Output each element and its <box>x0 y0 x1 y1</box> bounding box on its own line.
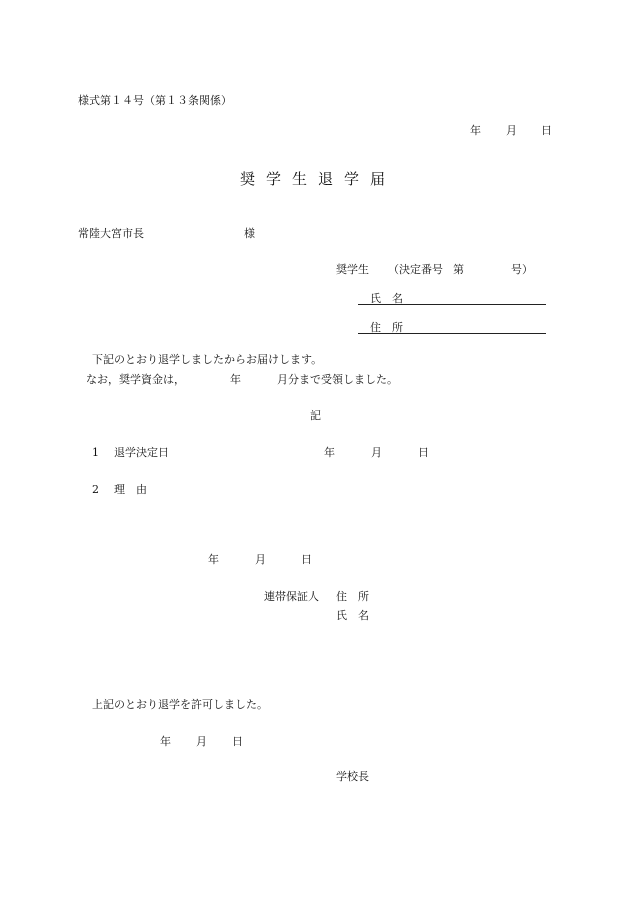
addressee-honorific: 様 <box>244 227 255 240</box>
item-1-day: 日 <box>418 446 429 459</box>
permit-date-month: 月 <box>196 735 207 748</box>
date-day-label: 日 <box>541 124 552 137</box>
body-line-2-prefix: なお，奨学資金は， <box>86 373 185 386</box>
body-line-1: 下記のとおり退学しましたからお届けします。 <box>92 353 323 366</box>
body-line-2-suffix: 月分まで受領しました。 <box>277 373 398 386</box>
item-1-label: 退学決定日 <box>114 446 169 459</box>
student-label: 奨学生 <box>336 263 369 276</box>
ki-label: 記 <box>310 409 321 422</box>
guarantor-address-label: 住 所 <box>336 590 369 603</box>
permit-text: 上記のとおり退学を許可しました。 <box>92 698 268 711</box>
document-title: 奨学生退学届 <box>240 170 397 188</box>
decision-number-prefix: （決定番号 <box>388 263 443 276</box>
guarantor-date-day: 日 <box>301 553 312 566</box>
date-year-label: 年 <box>470 124 481 137</box>
item-1-number: 1 <box>92 446 99 459</box>
decision-number-suffix: 号） <box>511 263 533 276</box>
body-line-2-year: 年 <box>230 373 241 386</box>
guarantor-name-label: 氏 名 <box>336 609 369 622</box>
principal-label: 学校長 <box>336 770 369 783</box>
student-address-underline <box>358 333 546 334</box>
item-2-label: 理 由 <box>114 483 147 496</box>
permit-date-day: 日 <box>232 735 243 748</box>
guarantor-date-month: 月 <box>255 553 266 566</box>
form-number: 様式第１４号（第１３条関係） <box>78 94 232 107</box>
item-2-number: 2 <box>92 483 99 496</box>
date-month-label: 月 <box>506 124 517 137</box>
student-address-label: 住 所 <box>370 321 403 334</box>
decision-number-mid: 第 <box>453 263 464 276</box>
item-1-year: 年 <box>324 446 335 459</box>
student-name-label: 氏 名 <box>370 292 403 305</box>
addressee-name: 常陸大宮市長 <box>78 227 144 240</box>
permit-date-year: 年 <box>160 735 171 748</box>
guarantor-label: 連帯保証人 <box>264 590 319 603</box>
student-name-underline <box>358 304 546 305</box>
guarantor-date-year: 年 <box>208 553 219 566</box>
item-1-month: 月 <box>371 446 382 459</box>
